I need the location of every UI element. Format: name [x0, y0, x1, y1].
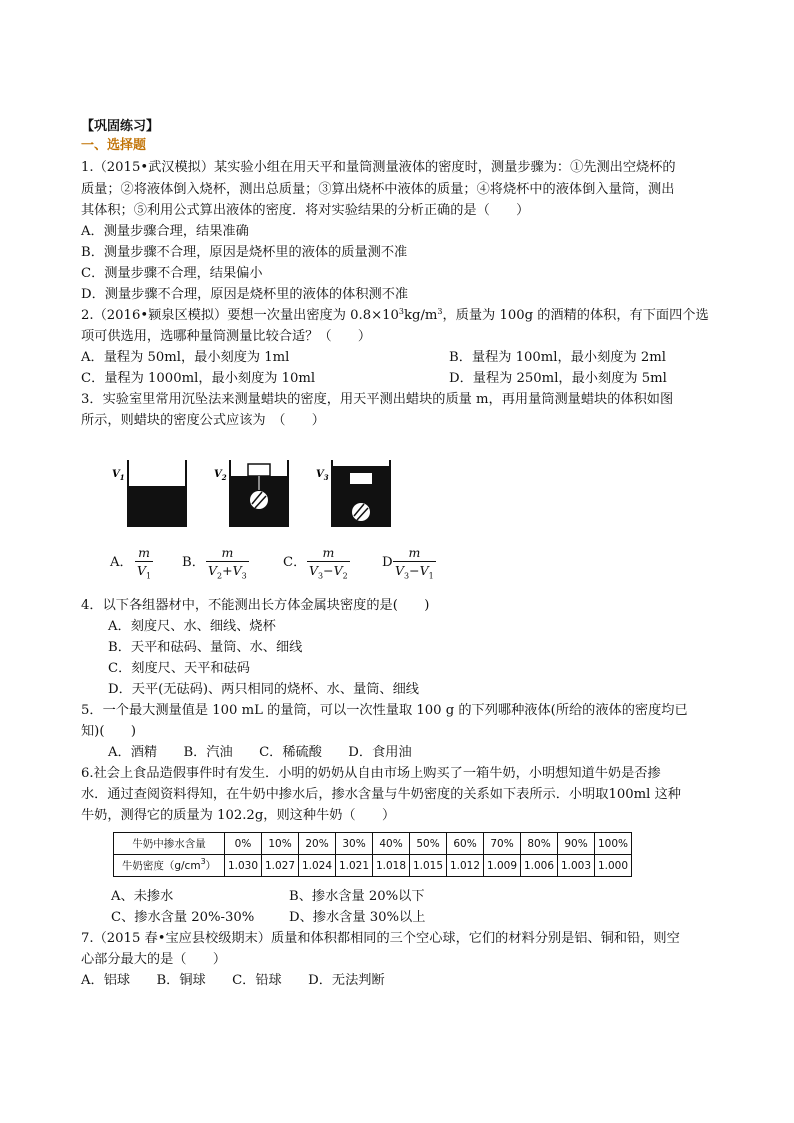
table-cell: 1.018: [373, 855, 410, 877]
wax-block-2: [248, 464, 270, 476]
table-cell: 60%: [447, 833, 484, 855]
q5-options: A．酒精 B．汽油 C．稀硫酸 D．食用油: [108, 745, 412, 760]
q3-option-c-formula: [307, 545, 350, 585]
fraction-numerator: m: [408, 545, 421, 560]
water-fill-1: [128, 486, 186, 526]
q1-stem-line-3: 其体积；⑤利用公式算出液体的密度．将对实验结果的分析正确的是（ ）: [81, 203, 530, 218]
q5-stem-line-1: 5．一个最大测量值是 100 mL 的量筒，可以一次性量取 100 g 的下列哪种液体(所给的液体的密度均已: [81, 703, 688, 718]
q1-option-c: C．测量步骤不合理，结果偏小: [81, 266, 263, 281]
table-cell: 100%: [595, 833, 632, 855]
q2-option-b: B．量程为 100ml，最小刻度为 2ml: [449, 350, 666, 365]
q3-option-c-label: C．: [283, 555, 307, 570]
fraction-denominator: $V_2+V_3$: [206, 561, 249, 585]
wax-block-3: [350, 473, 372, 484]
q2-stem-line-1: 2.（2016•颍泉区模拟）要想一次量出密度为 $0.8\times 10^3kg/m^3$，质量为 100g 的酒精的体积，有下面四个选: [81, 307, 709, 323]
table-cell: 1.003: [558, 855, 595, 877]
q1-option-d: D．测量步骤不合理，原因是烧杯里的液体的体积测不准: [81, 287, 409, 302]
beaker-1: [112, 460, 186, 526]
q6-stem-line-3: 牛奶，测得它的质量为 102.2g，则这种牛奶（ ）: [81, 808, 396, 823]
table-cell: 10%: [262, 833, 299, 855]
q6-option-d: D、掺水含量 30%以上: [289, 910, 426, 925]
q3-option-a-label: A．: [110, 555, 133, 570]
table-row-header: 牛奶中掺水含量: [114, 833, 225, 855]
q6-stem-line-1: 6.社会上食品造假事件时有发生．小明的奶奶从自由市场上购买了一箱牛奶，小明想知道牛奶是否掺: [81, 766, 661, 781]
table-cell: 1.027: [262, 855, 299, 877]
beaker-3: [316, 460, 390, 526]
fraction-denominator: $V_3-V_1$: [393, 561, 436, 585]
q3-stem-line-2: 所示，则蜡块的密度公式应该为 （ ）: [81, 413, 325, 428]
table-cell: 1.006: [521, 855, 558, 877]
table-cell: 20%: [299, 833, 336, 855]
beaker-label-3: $V_3$: [316, 469, 329, 482]
q6-option-b: B、掺水含量 20%以下: [289, 889, 425, 904]
table-cell: 1.024: [299, 855, 336, 877]
q1-option-a: A．测量步骤合理，结果准确: [81, 224, 249, 239]
table-cell: 30%: [336, 833, 373, 855]
q3-option-b-label: B．: [182, 555, 205, 570]
q1-stem-line-2: 质量；②将液体倒入烧杯，测出总质量；③算出烧杯中液体的质量；④将烧杯中的液体倒入量筒，测出: [81, 182, 675, 197]
q4-option-d: D．天平(无砝码)、两只相同的烧杯、水、量筒、细线: [108, 682, 419, 697]
table-cell: 70%: [484, 833, 521, 855]
sinker-2: [250, 491, 268, 509]
table-cell: 1.012: [447, 855, 484, 877]
milk-density-table: [113, 832, 632, 877]
table-cell: 80%: [521, 833, 558, 855]
q4-stem: 4．以下各组器材中，不能测出长方体金属块密度的是( ): [81, 598, 430, 613]
q3-option-d-formula: [393, 545, 436, 585]
table-row-density: [114, 855, 632, 877]
q5-stem-line-2: 知)( ): [81, 724, 136, 739]
q1-option-b: B．测量步骤不合理，原因是烧杯里的液体的质量测不准: [81, 245, 408, 260]
q4-option-a: A．刻度尺、水、细线、烧杯: [108, 619, 276, 634]
beaker-label-2: $V_2$: [214, 469, 227, 482]
table-cell: 90%: [558, 833, 595, 855]
section-title: 【巩固练习】: [81, 119, 160, 134]
table-cell: 40%: [373, 833, 410, 855]
q7-options: A．铝球 B．铜球 C．铅球 D．无法判断: [81, 973, 385, 988]
q3-option-d-label: D: [382, 555, 393, 570]
q6-option-c: C、掺水含量 20%-30%: [111, 910, 255, 925]
q3-option-a-formula: [135, 545, 153, 585]
q6-stem-line-2: 水．通过查阅资料得知，在牛奶中掺水后，掺水含量与牛奶密度的关系如下表所示．小明取100ml 这种: [81, 787, 681, 802]
fraction-numerator: m: [322, 545, 335, 560]
q3-stem-line-1: 3．实验室里常用沉坠法来测量蜡块的密度，用天平测出蜡块的质量 m，再用量筒测量蜡块的体积如图: [81, 392, 674, 407]
table-cell: 1.030: [225, 855, 262, 877]
fraction-numerator: m: [138, 545, 150, 560]
q6-option-a: A、未掺水: [111, 889, 174, 904]
q2-option-d: D．量程为 250ml，最小刻度为 5ml: [449, 371, 667, 386]
q7-stem-line-2: 心部分最大的是（ ）: [81, 952, 227, 967]
q7-stem-line-1: 7.（2015 春•宝应县校级期末）质量和体积都相同的三个空心球，它们的材料分别是铝、铜和铅，则空: [81, 931, 680, 946]
q3-option-b-formula: [206, 545, 249, 585]
table-cell: 1.021: [336, 855, 373, 877]
q2-option-c: C．量程为 1000ml，最小刻度为 10ml: [81, 371, 316, 386]
fraction-denominator: $V_1$: [135, 561, 153, 585]
table-cell: 1.000: [595, 855, 632, 877]
table-row-header: 牛奶密度$(g/cm^3)$: [114, 855, 225, 877]
q4-option-b: B．天平和砝码、量筒、水、细线: [108, 640, 303, 655]
table-cell: 1.015: [410, 855, 447, 877]
q1-stem-line-1: 1.（2015•武汉模拟）某实验小组在用天平和量筒测量液体的密度时，测量步骤为：①先测出空烧杯的: [81, 160, 676, 175]
q2-stem-line-2: 项可供选用，选哪种量筒测量比较合适？（ ）: [81, 329, 372, 344]
beaker-2: [214, 460, 288, 526]
beaker-label-1: $V_1$: [112, 469, 125, 482]
table-cell: 50%: [410, 833, 447, 855]
table-cell: 0%: [225, 833, 262, 855]
sinker-3: [352, 503, 370, 521]
q4-option-c: C．刻度尺、天平和砝码: [108, 661, 250, 676]
table-cell: 1.009: [484, 855, 521, 877]
beaker-figure: [108, 460, 398, 535]
q2-option-a: A．量程为 50ml，最小刻度为 1ml: [81, 350, 290, 365]
table-row-water-content: [114, 833, 632, 855]
fraction-numerator: m: [221, 545, 234, 560]
part-title: 一、选择题: [81, 138, 147, 153]
fraction-denominator: $V_3-V_2$: [307, 561, 350, 585]
